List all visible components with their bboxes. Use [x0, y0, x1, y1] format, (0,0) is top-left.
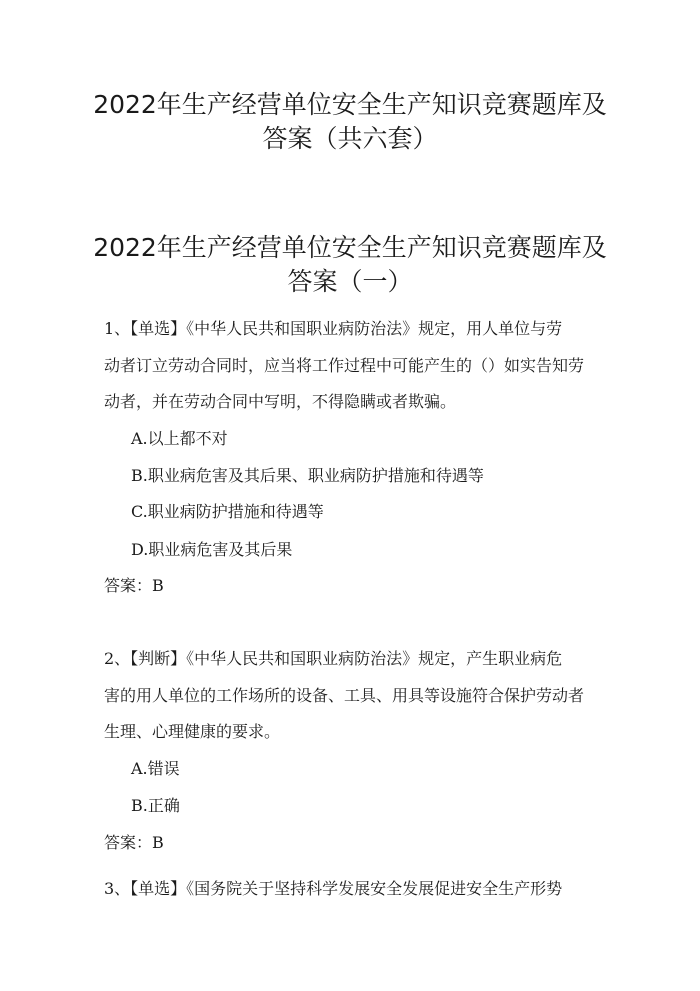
main-title-line-2: 答案（共六套） [262, 124, 438, 153]
question-2-line-1: 2、【判断】《中华人民共和国职业病防治法》规定，产生职业病危 [104, 649, 563, 668]
question-2-answer: 答案：B [104, 833, 164, 852]
question-2-option-b: B.正确 [131, 796, 180, 815]
question-1-line-2: 动者订立劳动合同时，应当将工作过程中可能产生的（）如实告知劳 [104, 356, 585, 375]
section-title [0, 231, 700, 299]
document-main-title [0, 88, 700, 156]
question-1-option-c: C.职业病防护措施和待遇等 [131, 502, 324, 521]
main-title-line-1: 2022年生产经营单位安全生产知识竞赛题库及 [93, 90, 607, 119]
question-1-option-a: A.以上都不对 [131, 429, 228, 448]
question-3-line-1: 3、【单选】《国务院关于坚持科学发展安全发展促进安全生产形势 [104, 879, 563, 898]
question-1-line-1: 1、【单选】《中华人民共和国职业病防治法》规定，用人单位与劳 [104, 319, 563, 338]
question-1-line-3: 动者，并在劳动合同中写明，不得隐瞒或者欺骗。 [104, 392, 457, 411]
question-1-option-d: D.职业病危害及其后果 [131, 540, 293, 559]
question-2-line-2: 害的用人单位的工作场所的设备、工具、用具等设施符合保护劳动者 [104, 686, 585, 705]
question-1-option-b: B.职业病危害及其后果、职业病防护措施和待遇等 [131, 466, 484, 485]
section-title-line-2: 答案（一） [287, 267, 413, 296]
question-1-answer: 答案：B [104, 576, 164, 595]
question-2-line-3: 生理、心理健康的要求。 [104, 722, 281, 741]
section-title-line-1: 2022年生产经营单位安全生产知识竞赛题库及 [93, 233, 607, 262]
question-2-option-a: A.错误 [131, 759, 180, 778]
